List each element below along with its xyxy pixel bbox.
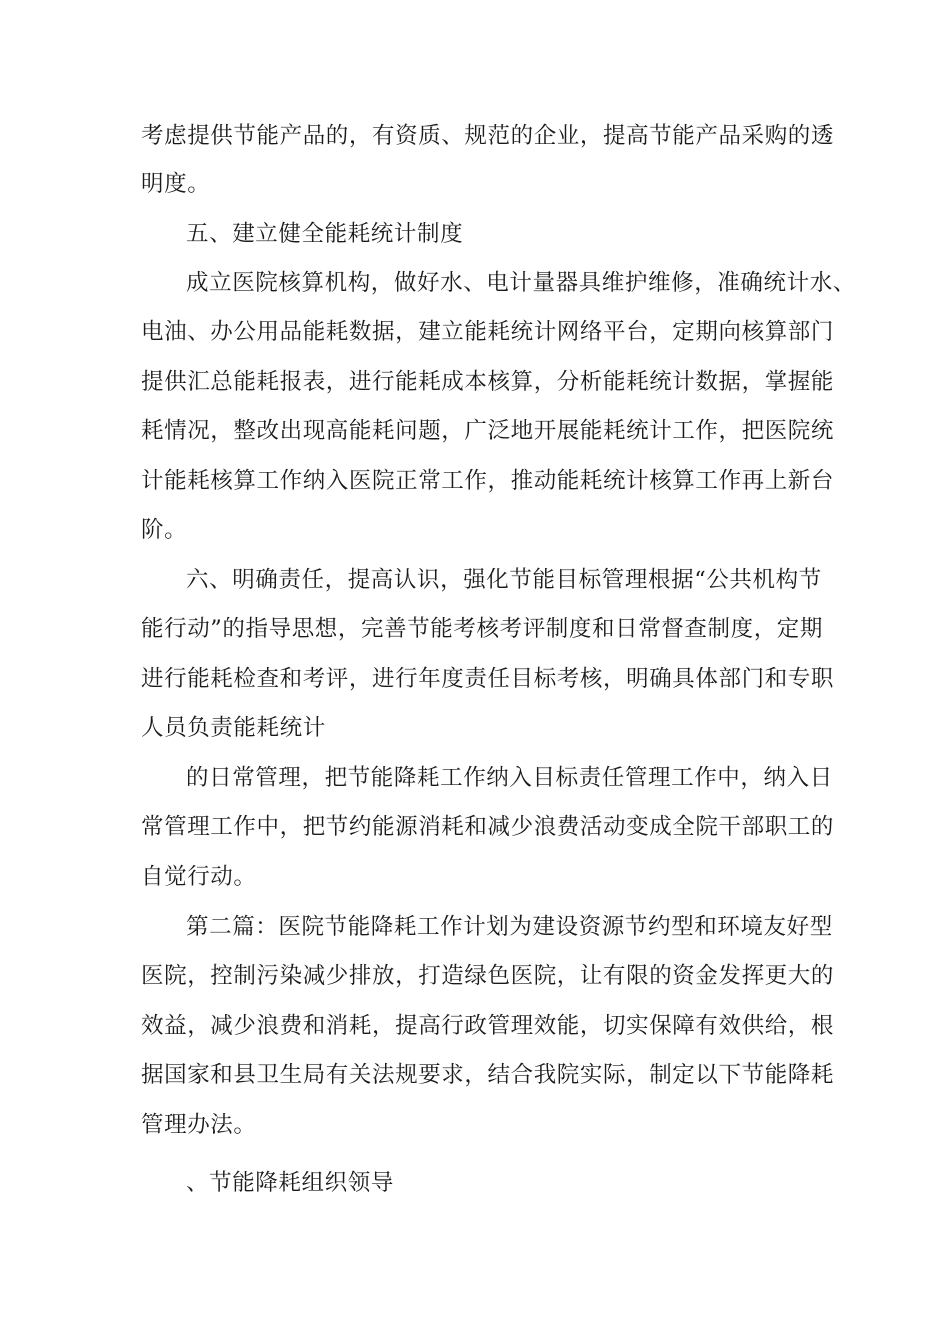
paragraph-line: 效益，减少浪费和消耗，提高行政管理效能，切实保障有效供给，根 — [141, 1013, 835, 1039]
section-heading: 、节能降耗组织领导 — [186, 1170, 394, 1196]
paragraph-line: 计能耗核算工作纳入医院正常工作，推动能耗统计核算工作再上新台 — [141, 468, 835, 494]
paragraph-line: 的日常管理，把节能降耗工作纳入目标责任管理工作中，纳入日 — [186, 765, 833, 791]
section-heading: 第二篇：医院节能降耗工作计划为建设资源节约型和环境友好型 — [186, 914, 833, 940]
paragraph-line: 常管理工作中，把节约能源消耗和减少浪费活动变成全院干部职工的 — [141, 814, 835, 840]
paragraph-line: 阶。 — [141, 517, 188, 543]
paragraph-line: 耗情况，整改出现高能耗问题，广泛地开展能耗统计工作，把医院统 — [141, 418, 835, 444]
paragraph-line: 管理办法。 — [141, 1112, 257, 1138]
paragraph-line: 考虑提供节能产品的，有资质、规范的企业，提高节能产品采购的透 — [141, 123, 835, 149]
section-heading: 五、建立健全能耗统计制度 — [186, 221, 464, 247]
section-heading: 六、明确责任，提高认识，强化节能目标管理根据“公共机构节 — [186, 567, 822, 593]
paragraph-line: 进行能耗检查和考评，进行年度责任目标考核，明确具体部门和专职 — [141, 666, 835, 692]
paragraph-line: 医院，控制污染减少排放，打造绿色医院，让有限的资金发挥更大的 — [141, 963, 835, 989]
paragraph-line: 据国家和县卫生局有关法规要求，结合我院实际，制定以下节能降耗 — [141, 1062, 835, 1088]
paragraph-line: 能行动”的指导思想，完善节能考核考评制度和日常督查制度，定期 — [141, 616, 824, 642]
paragraph-line: 提供汇总能耗报表，进行能耗成本核算，分析能耗统计数据，掌握能 — [141, 369, 835, 395]
paragraph-line: 电油、办公用品能耗数据，建立能耗统计网络平台，定期向核算部门 — [141, 319, 835, 345]
paragraph-line: 成立医院核算机构，做好水、电计量器具维护维修，准确统计水、 — [186, 270, 856, 296]
paragraph-line: 明度。 — [141, 171, 211, 197]
paragraph-line: 人员负责能耗统计 — [141, 715, 326, 741]
paragraph-line: 自觉行动。 — [141, 864, 257, 890]
